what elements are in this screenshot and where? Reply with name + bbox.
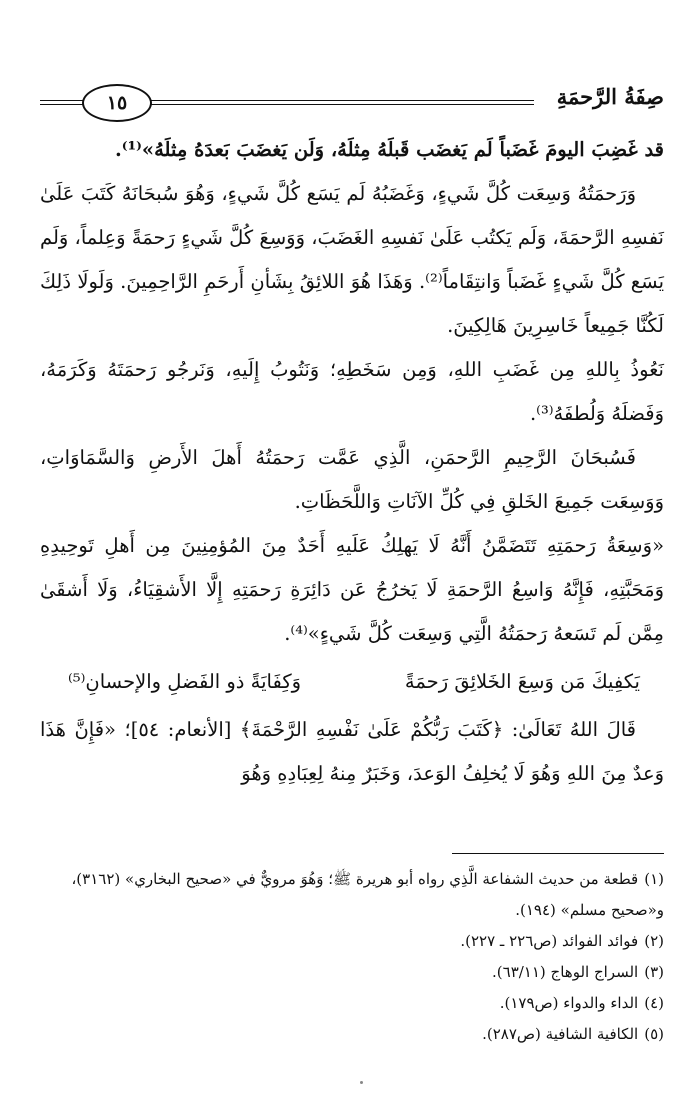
- footnote-number: (٥): [644, 1025, 664, 1043]
- paragraph-3: نَعُوذُ بِاللهِ مِن غَضَبِ اللهِ، وَمِن سَخَطِهِ؛ وَنَتُوبُ إِلَيهِ، وَنَرجُو رَحمَتَهُ وَكَرَمَهُ، وَفَضلَهُ وَلُطفَهُ⁽³⁾.: [40, 358, 664, 425]
- footnote-number: (٤): [644, 994, 664, 1012]
- main-text: [40, 128, 664, 796]
- page-number: ١٥: [82, 84, 152, 122]
- verse-first-hemistich: يَكفِيكَ مَن وَسِعَ الخَلائِقَ رَحمَةً: [404, 670, 640, 693]
- footnote-text: الداء والدواء (ص١٧٩).: [499, 994, 639, 1012]
- footnotes: [40, 864, 664, 1050]
- final-paragraph: قَالَ اللهُ تَعَالَىٰ: ﴿كَتَبَ رَبُّكُمْ عَلَىٰ نَفْسِهِ الرَّحْمَةَ﴾ [الأنعام: ٥٤]؛ «فَإِنَّ هَذَا وَعدٌ مِنَ اللهِ وَهُوَ لَا يُخلِفُ الوَعدَ، وَخَبَرٌ مِنهُ لِعِبَادِهِ وَهُوَ: [40, 718, 664, 785]
- footnote-text: السراج الوهاج (٦٣/١١).: [492, 963, 639, 981]
- quote-paragraph: «وَسِعَةُ رَحمَتِهِ تَتَضَمَّنُ أَنَّهُ لَا يَهلِكُ عَلَيهِ أَحَدٌ مِنَ المُؤمِنِينَ مِن أَهلِ تَوحِيدِهِ وَمَحَبَّتِهِ، فَإِنَّهُ وَاسِعُ الرَّحمَةِ لَا يَخرُجُ عَن دَائِرَةِ رَحمَتِهِ إِلَّا الأَشقِيَاءُ، وَلَا أَشقَىٰ مِمَّن لَم تَسَعهُ رَحمَتُهُ الَّتِي وَسِعَت كُلَّ شَيءٍ»⁽⁴⁾.: [40, 534, 664, 645]
- footnote-text: الكافية الشافية (ص٢٨٧).: [482, 1025, 639, 1043]
- footnote-number: (٣): [644, 963, 664, 981]
- paragraph-2: وَرَحمَتُهُ وَسِعَت كُلَّ شَيءٍ، وَغَضَبُهُ لَم يَسَع كُلَّ شَيءٍ، وَهُوَ سُبحَانَهُ كَتَبَ عَلَىٰ نَفسِهِ الرَّحمَةَ، وَلَم يَكتُب عَلَىٰ نَفسِهِ الغَضَبَ، وَوَسِعَ كُلَّ شَيءٍ رَحمَةً وَعِلماً، وَلَم يَسَع كُلَّ شَيءٍ غَضَباً وَانتِقَاماً⁽²⁾. وَهَذَا هُوَ اللائِقُ بِشَأنِ أَرحَمِ الرَّاحِمِينَ. وَلَولَا ذَلِكَ لَكُنَّا جَمِيعاً خَاسِرِينَ هَالِكِينَ.: [40, 182, 665, 337]
- footnote-4: [40, 988, 664, 1019]
- page-header: [40, 78, 664, 130]
- footnote-number: (٢): [644, 932, 664, 950]
- poetry-verse: [40, 660, 664, 704]
- verse-second-hemistich: وَكِفَايَةً ذو الفَضلِ والإحسانِ⁽⁵⁾: [68, 670, 302, 693]
- footnote-number: (١): [644, 870, 664, 888]
- paragraph-1: قد غَضِبَ اليومَ غَضَباً لَم يَغضَب قَبلَهُ مِثلَهُ، وَلَن يَغضَبَ بَعدَهُ مِثلَهُ»⁽¹⁾.: [114, 138, 664, 161]
- footnote-3: [40, 957, 664, 988]
- footnote-text: قطعة من حديث الشفاعة الَّذِي رواه أبو هريرة ﷺ؛ وَهُوَ مرويٌّ في «صحيح البخاري» (٣١٦٢)، و«صحيح مسلم» (١٩٤).: [71, 870, 664, 919]
- footnote-text: فوائد الفوائد (ص٢٢٦ ـ ٢٢٧).: [460, 932, 639, 950]
- paragraph-4: فَسُبحَانَ الرَّحِيمِ الرَّحمَنِ، الَّذِي عَمَّت رَحمَتُهُ أَهلَ الأَرضِ وَالسَّمَاوَاتِ، وَوَسِعَت جَمِيعَ الخَلقِ فِي كُلِّ الآنَاتِ وَاللَّحَظَاتِ.: [40, 446, 664, 513]
- book-page: [40, 0, 664, 1110]
- footnote-separator: [452, 853, 664, 854]
- bottom-dot: [360, 1081, 363, 1084]
- footnote-2: [40, 926, 664, 957]
- footnote-5: [40, 1019, 664, 1050]
- running-title: صِفَةُ الرَّحمَةِ: [556, 84, 664, 109]
- footnote-1: [40, 864, 664, 926]
